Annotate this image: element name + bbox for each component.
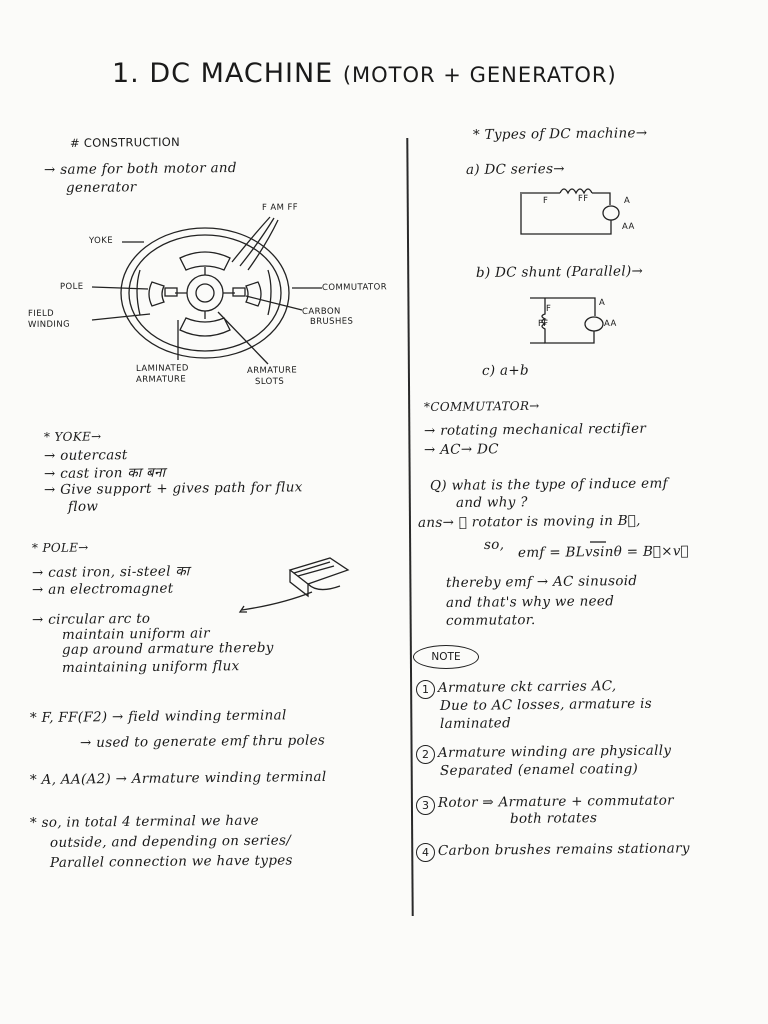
terminal-line-5: outside, and depending on series/ [49, 832, 292, 851]
commutator-heading: *COMMUTATOR→ [423, 398, 540, 414]
yoke-line-4: flow [67, 498, 99, 515]
shunt-label-f: F [545, 303, 552, 314]
note-1-number: 1 [416, 680, 435, 699]
note-2-line-1: Armature winding are physically [437, 742, 672, 761]
series-label-f: F [542, 195, 549, 206]
label-carbon-2: BRUSHES [309, 316, 354, 327]
series-label-ff: FF [577, 193, 589, 204]
label-pole: POLE [59, 281, 84, 292]
series-label-aa: AA [621, 221, 635, 232]
label-laminated-1: LAMINATED [135, 363, 189, 374]
series-label-a: A [623, 195, 631, 206]
terminal-line-2: → used to generate emf thru poles [79, 732, 326, 751]
note-2-number: 2 [416, 745, 435, 764]
dc-machine-diagram [92, 217, 322, 364]
commutator-line-1: → rotating mechanical rectifier [423, 420, 647, 439]
note-1-line-2: Due to AC losses, armature is [439, 695, 653, 714]
title-main: 1. DC MACHINE [112, 58, 334, 89]
answer-line-1: ans→ ∴ rotator is moving in B⃗, [417, 512, 641, 531]
shunt-label-a: A [598, 297, 606, 308]
types-a: a) DC series→ [465, 160, 565, 178]
question-line-1: Q) what is the type of induce emf [429, 475, 668, 494]
note-1-line-1: Armature ckt carries AC, [437, 678, 617, 696]
question-line-2: and why ? [455, 494, 528, 511]
yoke-line-1: → outercast [43, 447, 128, 464]
label-slots-1: ARMATURE [246, 365, 298, 376]
label-slots-2: SLOTS [254, 376, 285, 387]
types-heading: * Types of DC machine→ [472, 125, 648, 143]
answer-line-6: commutator. [445, 612, 536, 629]
note-4-number: 4 [416, 843, 435, 862]
terminal-line-1: * F, FF(F2) → field winding terminal [29, 707, 287, 726]
pole-line-5: gap around armature thereby [61, 639, 274, 658]
label-commutator: COMMUTATOR [321, 282, 388, 293]
note-3-line-2: both rotates [509, 810, 598, 827]
yoke-line-2: → cast iron का बना [43, 464, 166, 482]
note-2-line-2: Separated (enamel coating) [439, 760, 639, 779]
answer-line-5: and that's why we need [445, 593, 615, 611]
yoke-line-3: → Give support + gives path for flux [43, 479, 303, 498]
terminal-line-3: * A, AA(A2) → Armature winding terminal [29, 768, 327, 788]
answer-emf-equation: emf = BLvsinθ = B⃗×v⃗ [517, 543, 689, 561]
note-3-number: 3 [416, 796, 435, 815]
note-badge: NOTE [413, 645, 479, 669]
label-carbon-1: CARBON [301, 306, 341, 317]
pole-line-1: → cast iron, si-steel का [31, 563, 190, 581]
terminal-line-6: Parallel connection we have types [49, 852, 293, 871]
label-field-winding-1: FIELD [27, 308, 55, 319]
dc-series-circuit [520, 189, 619, 234]
types-c: c) a+b [481, 362, 530, 379]
pole-line-3: → circular arc to [31, 610, 151, 628]
answer-line-4: thereby emf → AC sinusoid [445, 572, 638, 591]
types-b: b) DC shunt (Parallel)→ [475, 263, 644, 281]
label-field-winding-2: WINDING [27, 319, 71, 330]
answer-line-2: so, [483, 536, 505, 553]
pole-line-6: maintaining uniform flux [61, 658, 240, 676]
note-3-line-1: Rotor ⇒ Armature + commutator [437, 792, 674, 811]
label-terminals: F AM FF [261, 202, 299, 213]
pole-line-2: → an electromagnet [31, 580, 174, 598]
commutator-line-2: → AC→ DC [423, 441, 499, 458]
construction-line-2: generator [65, 179, 137, 196]
shunt-label-aa: AA [603, 318, 617, 329]
title-sub: (MOTOR + GENERATOR) [342, 63, 617, 87]
note-1-line-3: laminated [439, 715, 512, 732]
yoke-heading: * YOKE→ [43, 429, 102, 444]
note-4-line-1: Carbon brushes remains stationary [437, 840, 690, 859]
construction-heading: # CONSTRUCTION [69, 134, 181, 150]
terminal-line-4: * so, in total 4 terminal we have [29, 812, 260, 831]
pole-line-4: maintain uniform air [61, 625, 210, 643]
shunt-label-ff: FF [537, 318, 549, 329]
label-yoke: YOKE [88, 235, 114, 246]
label-laminated-2: ARMATURE [135, 374, 187, 385]
pole-sketch [240, 558, 348, 612]
pole-heading: * POLE→ [31, 540, 89, 555]
construction-line-1: → same for both motor and [43, 159, 237, 178]
